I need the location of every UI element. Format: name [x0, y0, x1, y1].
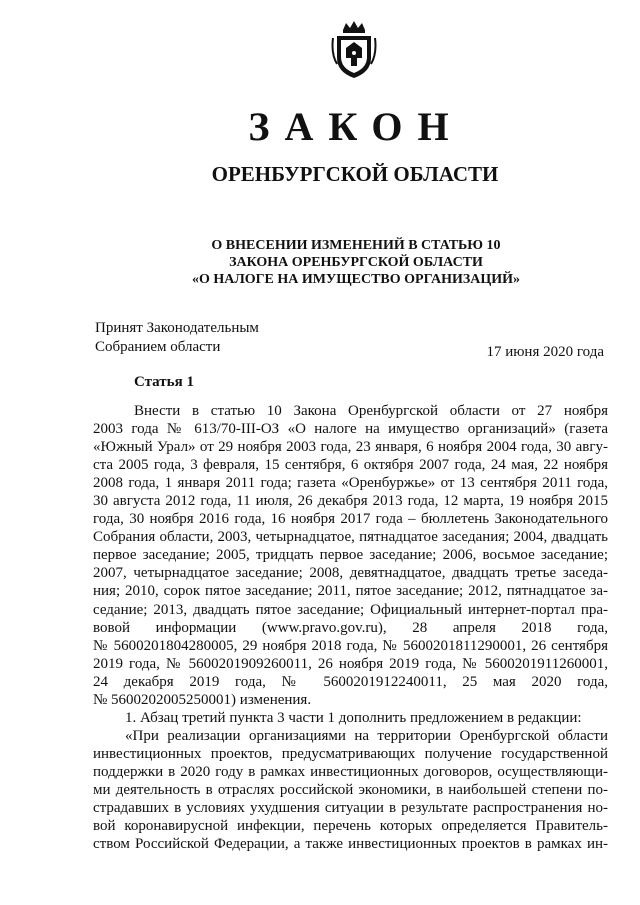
adopted-line: Принят Законодательным — [95, 320, 259, 336]
body-line: страдавших в условиях ухудшения ситуации в результате распространения но- — [93, 800, 608, 817]
heading-line: ЗАКОНА ОРЕНБУРГСКОЙ ОБЛАСТИ — [229, 255, 483, 270]
document-title: ЗАКОН — [248, 104, 464, 149]
heading-line: «О НАЛОГЕ НА ИМУЩЕСТВО ОРГАНИЗАЦИЙ» — [191, 272, 521, 287]
body-line: года, 30 ноября 2016 года, 16 ноября 2017 года – бюллетень Законодательного — [93, 511, 608, 528]
body-line: инвестиционных проектов, предусматривающих получение государственной — [93, 745, 608, 762]
body-line: поддержки в 2020 году в рамках инвестиционных договоров, осуществляющи- — [93, 763, 608, 780]
body-line: первое заседание; 2005, тридцать первое заседание; 2006, восьмое заседание; — [93, 547, 608, 564]
body-line: 1. Абзац третий пункта 3 части 1 дополнить предложением в редакции: — [125, 709, 582, 726]
coat-of-arms-icon — [331, 20, 377, 80]
article-body — [93, 402, 608, 853]
adopted-line: Собранием области — [95, 339, 221, 355]
article-title: Статья 1 — [134, 374, 194, 390]
body-line: 2008 года, 1 января 2011 года; газета «Оренбуржье» от 13 сентября 2011 года, — [93, 475, 608, 492]
body-line: Внести в статью 10 Закона Оренбургской области от 27 ноября — [134, 403, 608, 419]
body-line: вовой информации (www.pravo.gov.ru), 28 апреля 2018 года, — [93, 619, 608, 636]
body-line: ством Российской Федерации, а также инвестиционных проектов в рамках ин- — [93, 836, 608, 853]
law-heading — [0, 237, 640, 288]
adopted-by — [95, 319, 259, 357]
body-line: ния; 2010, сорок пятое заседание; 2011, пятое заседание; 2012, пятнадцатое за- — [93, 583, 608, 600]
body-line: 2003 года № 613/70-III-ОЗ «О налоге на имущество организаций» (газета — [93, 421, 608, 438]
body-line: Собрания области, 2003, четырнадцатое, пятнадцатое заседания; 2004, двадцать — [93, 529, 608, 546]
heading-line: О ВНЕСЕНИИ ИЗМЕНЕНИЙ В СТАТЬЮ 10 — [211, 238, 501, 253]
document-region: ОРЕНБУРГСКОЙ ОБЛАСТИ — [211, 162, 499, 186]
body-line: № 5600201804280005, 29 ноября 2018 года, № 5600201811290001, 26 сентября — [93, 637, 608, 654]
body-line: «При реализации организациями на территории Оренбургской области — [125, 727, 608, 744]
body-line: вой коронавирусной инфекции, перечень которых определяется Правитель- — [93, 818, 608, 835]
body-line: ста 2005 года, 3 февраля, 15 сентября, 6 октября 2007 года, 24 мая, 22 ноября — [93, 457, 608, 474]
adoption-date: 17 июня 2020 года — [486, 344, 604, 360]
body-line: 2019 года, № 5600201909260011, 26 ноября 2019 года, № 5600201911260001, — [93, 655, 608, 672]
body-line: 2007, четырнадцатое заседание; 2008, девятнадцатое, двадцать третье заседа- — [93, 565, 608, 582]
body-line: «Южный Урал» от 29 ноября 2003 года, 23 января, 6 ноября 2004 года, 30 авгу- — [93, 439, 608, 456]
body-line: седание; 2013, двадцать пятое заседание; Официальный интернет-портал пра- — [93, 601, 608, 618]
body-line: 30 августа 2012 года, 11 июля, 26 декабря 2013 года, 12 марта, 19 ноября 2015 — [93, 493, 608, 510]
body-line: № 5600202005250001) изменения. — [93, 691, 312, 708]
body-line: 24 декабря 2019 года, № 5600201912240011, 25 мая 2020 года, — [93, 673, 608, 690]
body-line: ми деятельность в отраслях российской экономики, в наибольшей степени по- — [93, 781, 608, 798]
